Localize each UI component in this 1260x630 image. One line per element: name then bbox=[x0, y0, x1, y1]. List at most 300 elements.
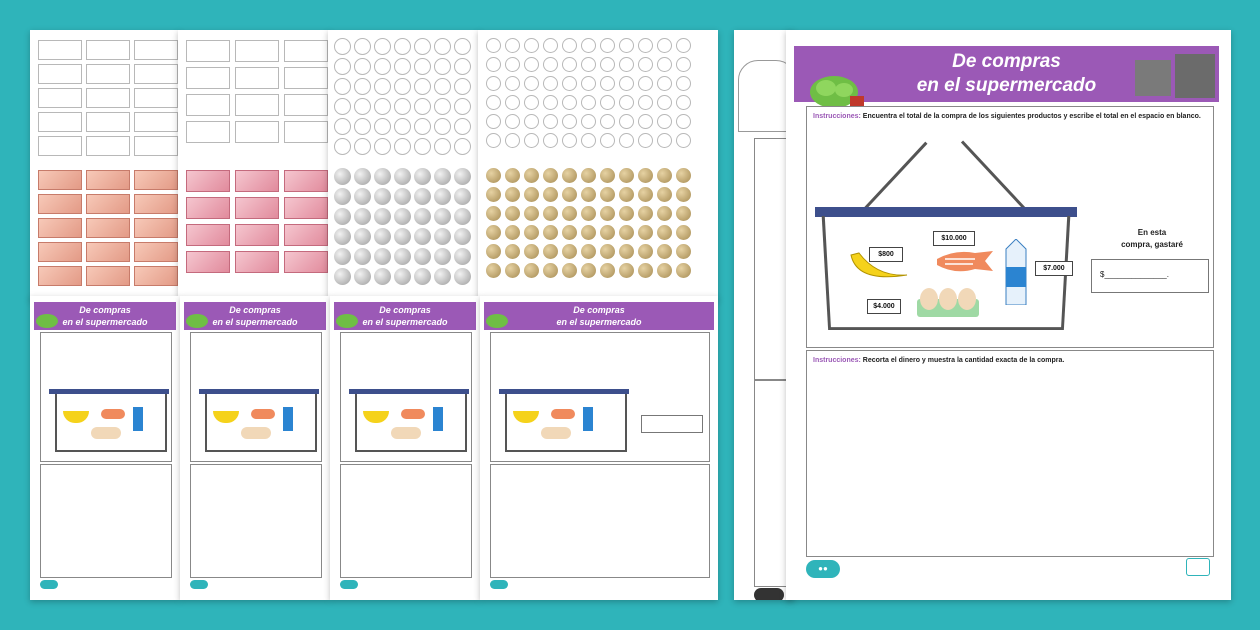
thumb-exercise-1 bbox=[340, 332, 472, 462]
milk-icon bbox=[433, 407, 443, 431]
coin-icon bbox=[374, 168, 391, 185]
coin-icon bbox=[394, 208, 411, 225]
coin-icon bbox=[434, 188, 451, 205]
coin-icon bbox=[600, 57, 615, 72]
coin-icon bbox=[434, 138, 451, 155]
bill-icon bbox=[38, 266, 82, 286]
coin-icon bbox=[414, 168, 431, 185]
coin-icon bbox=[581, 95, 596, 110]
coin-icon bbox=[354, 38, 371, 55]
coin-icon bbox=[600, 168, 615, 183]
bill-icon bbox=[38, 218, 82, 238]
bill-icon bbox=[186, 67, 230, 89]
bill-icon bbox=[38, 136, 82, 156]
coin-icon bbox=[562, 244, 577, 259]
coin-icon bbox=[334, 138, 351, 155]
coin-icon bbox=[638, 76, 653, 91]
bill-icon bbox=[134, 40, 178, 60]
worksheet-thumbnail bbox=[180, 296, 330, 600]
thumb-exercise-2 bbox=[490, 464, 710, 578]
coin-icon bbox=[676, 76, 691, 91]
coin-icon bbox=[454, 248, 471, 265]
coin-icon bbox=[394, 268, 411, 285]
coin-icon bbox=[619, 206, 634, 221]
coin-icon bbox=[524, 76, 539, 91]
coin-icon bbox=[394, 248, 411, 265]
bill-icon bbox=[86, 112, 130, 132]
coin-icon bbox=[524, 187, 539, 202]
coin-icon bbox=[434, 168, 451, 185]
coin-icon bbox=[414, 268, 431, 285]
coin-icon bbox=[600, 95, 615, 110]
brand-logo-icon: ●● bbox=[806, 560, 840, 578]
coin-icon bbox=[524, 225, 539, 240]
coin-icon bbox=[334, 168, 351, 185]
answer-label-line-1: En esta bbox=[1137, 228, 1167, 237]
bill-icon bbox=[284, 170, 328, 192]
lettuce-icon bbox=[804, 70, 864, 110]
bill-icon bbox=[235, 67, 279, 89]
instruction-text: Encuentra el total de la compra de los siguientes productos y escribe el total en el espacio en blanco. bbox=[860, 113, 1201, 120]
coin-icon bbox=[414, 248, 431, 265]
coin-icon bbox=[524, 168, 539, 183]
coin-icon bbox=[486, 95, 501, 110]
coin-icon bbox=[486, 133, 501, 148]
coin-icon bbox=[657, 187, 672, 202]
brand-logo-icon bbox=[490, 580, 508, 589]
coin-icon bbox=[394, 118, 411, 135]
coin-icon bbox=[374, 138, 391, 155]
coin-icon bbox=[454, 98, 471, 115]
coin-icon bbox=[486, 76, 501, 91]
coin-icon bbox=[600, 263, 615, 278]
milk-icon bbox=[583, 407, 593, 431]
salmon-icon bbox=[401, 409, 425, 419]
coin-icon bbox=[543, 76, 558, 91]
exercise-2-instructions bbox=[813, 355, 1207, 366]
coin-icon bbox=[657, 206, 672, 221]
coin-icon bbox=[354, 188, 371, 205]
coin-icon bbox=[562, 57, 577, 72]
milk-icon bbox=[1004, 239, 1028, 305]
coin-icon bbox=[676, 244, 691, 259]
exercise-1-instructions bbox=[813, 111, 1207, 122]
coin-icon bbox=[394, 168, 411, 185]
salmon-icon bbox=[551, 409, 575, 419]
thumb-exercise-1 bbox=[190, 332, 322, 462]
bill-icon bbox=[134, 88, 178, 108]
coin-icon bbox=[543, 187, 558, 202]
coin-icon bbox=[562, 225, 577, 240]
coin-icon bbox=[524, 263, 539, 278]
bill-icon bbox=[86, 194, 130, 214]
coin-icon bbox=[600, 76, 615, 91]
coin-icon bbox=[354, 78, 371, 95]
coin-icon bbox=[394, 188, 411, 205]
bill-icon bbox=[284, 94, 328, 116]
bill-icon bbox=[86, 88, 130, 108]
worksheet-thumbnail bbox=[330, 296, 480, 600]
coin-icon bbox=[505, 95, 520, 110]
answer-input[interactable] bbox=[1091, 259, 1209, 293]
coin-icon bbox=[414, 58, 431, 75]
bill-icon bbox=[86, 170, 130, 190]
bill-icon bbox=[134, 242, 178, 262]
coin-icon bbox=[454, 268, 471, 285]
coin-icon bbox=[619, 114, 634, 129]
price-tag-salmon: $10.000 bbox=[933, 231, 975, 246]
coin-icon bbox=[600, 244, 615, 259]
coin-icon bbox=[394, 38, 411, 55]
coin-icon bbox=[414, 38, 431, 55]
price-tag-milk: $7.000 bbox=[1035, 261, 1073, 276]
bill-icon bbox=[38, 40, 82, 60]
coin-icon bbox=[354, 118, 371, 135]
coin-icon bbox=[638, 263, 653, 278]
eggs-icon bbox=[541, 427, 571, 439]
basket-handle-left bbox=[864, 142, 928, 210]
thumb-basket bbox=[355, 394, 467, 452]
salmon-icon bbox=[101, 409, 125, 419]
answer-placeholder: $______________. bbox=[1100, 270, 1169, 279]
coin-icon bbox=[524, 114, 539, 129]
coin-icon bbox=[581, 206, 596, 221]
bill-icon bbox=[284, 224, 328, 246]
thumb-exercise-2 bbox=[340, 464, 472, 578]
coin-icon bbox=[562, 114, 577, 129]
coin-icon bbox=[334, 38, 351, 55]
coin-icon bbox=[505, 206, 520, 221]
coin-icon bbox=[374, 38, 391, 55]
coin-icon bbox=[374, 78, 391, 95]
coin-icon bbox=[454, 188, 471, 205]
coin-icon bbox=[638, 133, 653, 148]
coin-icon bbox=[374, 188, 391, 205]
coin-icon bbox=[581, 244, 596, 259]
coin-icon bbox=[454, 78, 471, 95]
salmon-icon bbox=[935, 247, 995, 277]
exercise-1-box bbox=[806, 106, 1214, 348]
coin-icon bbox=[638, 206, 653, 221]
coin-icon bbox=[505, 225, 520, 240]
coin-icon bbox=[434, 58, 451, 75]
thumb-answer bbox=[641, 415, 703, 433]
coin-icon bbox=[434, 268, 451, 285]
bill-icon bbox=[86, 136, 130, 156]
coin-icon bbox=[334, 118, 351, 135]
coin-icon bbox=[581, 38, 596, 53]
coin-icon bbox=[581, 133, 596, 148]
shelves-icon bbox=[1131, 52, 1219, 100]
instruction-label: Instrucciones: bbox=[813, 357, 861, 364]
bill-icon bbox=[284, 40, 328, 62]
silver-coins-grid bbox=[334, 168, 471, 285]
coin-icon bbox=[562, 206, 577, 221]
coin-icon bbox=[657, 114, 672, 129]
bill-icon bbox=[186, 94, 230, 116]
outline-coins-grid bbox=[334, 38, 471, 155]
coin-icon bbox=[486, 114, 501, 129]
answer-label bbox=[1097, 227, 1207, 251]
coin-icon bbox=[486, 168, 501, 183]
bill-icon bbox=[134, 170, 178, 190]
bill-icon bbox=[38, 242, 82, 262]
coin-icon bbox=[562, 133, 577, 148]
coin-icon bbox=[676, 38, 691, 53]
coin-icon bbox=[334, 98, 351, 115]
coin-icon bbox=[543, 168, 558, 183]
thumb-title-line-2: en el supermercado bbox=[556, 317, 642, 327]
coin-icon bbox=[354, 138, 371, 155]
coin-icon bbox=[581, 114, 596, 129]
coin-icon bbox=[543, 38, 558, 53]
coin-icon bbox=[354, 228, 371, 245]
coin-icon bbox=[394, 138, 411, 155]
thumb-title-line-1: De compras bbox=[229, 305, 281, 315]
coin-icon bbox=[486, 263, 501, 278]
coin-icon bbox=[562, 263, 577, 278]
coin-icon bbox=[354, 268, 371, 285]
coin-icon bbox=[524, 95, 539, 110]
coin-icon bbox=[374, 228, 391, 245]
coin-icon bbox=[581, 76, 596, 91]
bill-icon bbox=[235, 170, 279, 192]
bill-icon bbox=[86, 218, 130, 238]
back-page-logo bbox=[754, 588, 784, 600]
coin-icon bbox=[581, 168, 596, 183]
coin-icon bbox=[600, 114, 615, 129]
coin-icon bbox=[454, 208, 471, 225]
thumb-basket bbox=[55, 394, 167, 452]
coin-icon bbox=[657, 95, 672, 110]
coin-icon bbox=[619, 95, 634, 110]
coin-icon bbox=[505, 187, 520, 202]
milk-icon bbox=[133, 407, 143, 431]
bill-icon bbox=[186, 224, 230, 246]
coin-icon bbox=[414, 98, 431, 115]
coin-icon bbox=[619, 76, 634, 91]
coin-icon bbox=[374, 268, 391, 285]
coin-icon bbox=[581, 225, 596, 240]
coin-icon bbox=[524, 38, 539, 53]
coin-icon bbox=[414, 118, 431, 135]
exercise-2-box[interactable] bbox=[806, 350, 1214, 557]
bill-icon bbox=[284, 251, 328, 273]
coin-icon bbox=[505, 244, 520, 259]
coin-icon bbox=[562, 76, 577, 91]
coin-icon bbox=[505, 114, 520, 129]
coin-icon bbox=[334, 58, 351, 75]
coin-icon bbox=[505, 133, 520, 148]
thumb-title-line-1: De compras bbox=[79, 305, 131, 315]
bill-icon bbox=[284, 67, 328, 89]
coin-icon bbox=[434, 118, 451, 135]
bill-icon bbox=[235, 40, 279, 62]
coin-icon bbox=[638, 225, 653, 240]
coin-icon bbox=[434, 38, 451, 55]
coin-icon bbox=[676, 263, 691, 278]
coin-icon bbox=[543, 95, 558, 110]
coin-icon bbox=[486, 187, 501, 202]
worksheet-thumbnail bbox=[480, 296, 718, 600]
coin-icon bbox=[676, 168, 691, 183]
coin-icon bbox=[543, 206, 558, 221]
coin-icon bbox=[562, 95, 577, 110]
coin-icon bbox=[354, 168, 371, 185]
coin-icon bbox=[543, 263, 558, 278]
eggs-icon bbox=[241, 427, 271, 439]
coin-icon bbox=[676, 187, 691, 202]
bill-icon bbox=[134, 112, 178, 132]
coin-icon bbox=[657, 57, 672, 72]
money-sheet-gold-coins bbox=[478, 30, 718, 300]
coin-icon bbox=[414, 138, 431, 155]
coin-icon bbox=[334, 228, 351, 245]
thumb-basket bbox=[505, 394, 627, 452]
basket-handle-right bbox=[961, 140, 1026, 209]
coin-icon bbox=[505, 38, 520, 53]
coin-icon bbox=[676, 57, 691, 72]
coin-icon bbox=[657, 133, 672, 148]
worksheet-thumbnail bbox=[30, 296, 180, 600]
coin-icon bbox=[414, 188, 431, 205]
bill-icon bbox=[235, 94, 279, 116]
coin-icon bbox=[414, 78, 431, 95]
coin-icon bbox=[334, 248, 351, 265]
money-sheet-outline-notes-2 bbox=[178, 30, 330, 300]
thumb-exercise-1 bbox=[490, 332, 710, 462]
coin-icon bbox=[524, 244, 539, 259]
coin-icon bbox=[374, 118, 391, 135]
coin-icon bbox=[334, 188, 351, 205]
coin-icon bbox=[374, 58, 391, 75]
coin-icon bbox=[354, 58, 371, 75]
eggs-icon bbox=[91, 427, 121, 439]
brand-logo-icon bbox=[190, 580, 208, 589]
coin-icon bbox=[638, 95, 653, 110]
thumb-basket bbox=[205, 394, 317, 452]
title-line-2: en el supermercado bbox=[916, 75, 1097, 96]
coin-icon bbox=[414, 228, 431, 245]
coin-icon bbox=[454, 118, 471, 135]
bill-icon bbox=[186, 40, 230, 62]
coin-icon bbox=[600, 38, 615, 53]
outline-coins-grid bbox=[486, 38, 691, 148]
bill-icon bbox=[86, 64, 130, 84]
coin-icon bbox=[434, 98, 451, 115]
coin-icon bbox=[486, 57, 501, 72]
bill-icon bbox=[38, 170, 82, 190]
thumb-title-line-1: De compras bbox=[379, 305, 431, 315]
coin-icon bbox=[619, 168, 634, 183]
money-sheet-outline-notes bbox=[30, 30, 180, 300]
coin-icon bbox=[581, 187, 596, 202]
coin-icon bbox=[619, 38, 634, 53]
coin-icon bbox=[334, 268, 351, 285]
coin-icon bbox=[638, 168, 653, 183]
coin-icon bbox=[619, 244, 634, 259]
bill-icon bbox=[134, 218, 178, 238]
coin-icon bbox=[454, 168, 471, 185]
coin-icon bbox=[543, 57, 558, 72]
thumb-title-line-2: en el supermercado bbox=[62, 317, 148, 327]
outline-notes-grid bbox=[186, 40, 328, 143]
coin-icon bbox=[657, 76, 672, 91]
thumb-exercise-1 bbox=[40, 332, 172, 462]
bill-icon bbox=[235, 224, 279, 246]
worksheet-back-page bbox=[734, 30, 794, 600]
coin-icon bbox=[354, 98, 371, 115]
price-tag-banana: $800 bbox=[869, 247, 903, 262]
bill-icon bbox=[186, 170, 230, 192]
bill-icon bbox=[134, 136, 178, 156]
coin-icon bbox=[543, 244, 558, 259]
coin-icon bbox=[505, 263, 520, 278]
coin-icon bbox=[657, 244, 672, 259]
bill-icon bbox=[86, 40, 130, 60]
instruction-label: Instrucciones: bbox=[813, 113, 861, 120]
bill-icon bbox=[38, 112, 82, 132]
coin-icon bbox=[638, 57, 653, 72]
coin-icon bbox=[657, 263, 672, 278]
coin-icon bbox=[505, 76, 520, 91]
coin-icon bbox=[676, 225, 691, 240]
thumb-exercise-2 bbox=[190, 464, 322, 578]
coin-icon bbox=[434, 228, 451, 245]
coin-icon bbox=[374, 248, 391, 265]
coin-icon bbox=[524, 133, 539, 148]
bill-icon bbox=[186, 197, 230, 219]
coin-icon bbox=[638, 187, 653, 202]
coin-icon bbox=[600, 225, 615, 240]
bill-icon bbox=[134, 64, 178, 84]
coin-icon bbox=[657, 168, 672, 183]
coin-icon bbox=[657, 225, 672, 240]
coin-icon bbox=[619, 133, 634, 148]
coin-icon bbox=[354, 248, 371, 265]
bill-icon bbox=[186, 121, 230, 143]
coin-icon bbox=[486, 225, 501, 240]
bill-icon bbox=[86, 266, 130, 286]
bill-icon bbox=[235, 251, 279, 273]
thumb-title-banner bbox=[484, 302, 714, 330]
coin-icon bbox=[374, 208, 391, 225]
color-notes-grid bbox=[38, 170, 178, 286]
coin-icon bbox=[454, 58, 471, 75]
thumb-title-line-2: en el supermercado bbox=[362, 317, 448, 327]
coin-icon bbox=[454, 38, 471, 55]
outline-notes-grid bbox=[38, 40, 178, 156]
brand-logo-icon bbox=[40, 580, 58, 589]
bill-icon bbox=[38, 88, 82, 108]
coin-icon bbox=[354, 208, 371, 225]
lettuce-icon bbox=[486, 314, 508, 328]
pink-notes-grid bbox=[186, 170, 328, 273]
coin-icon bbox=[394, 78, 411, 95]
bill-icon bbox=[284, 197, 328, 219]
gold-coins-grid bbox=[486, 168, 691, 278]
coin-icon bbox=[619, 225, 634, 240]
salmon-icon bbox=[251, 409, 275, 419]
bill-icon bbox=[134, 266, 178, 286]
coin-icon bbox=[676, 114, 691, 129]
milk-icon bbox=[283, 407, 293, 431]
footer-logo-small bbox=[1186, 558, 1210, 576]
coin-icon bbox=[543, 133, 558, 148]
bill-icon bbox=[38, 64, 82, 84]
coin-icon bbox=[434, 208, 451, 225]
bill-icon bbox=[235, 121, 279, 143]
